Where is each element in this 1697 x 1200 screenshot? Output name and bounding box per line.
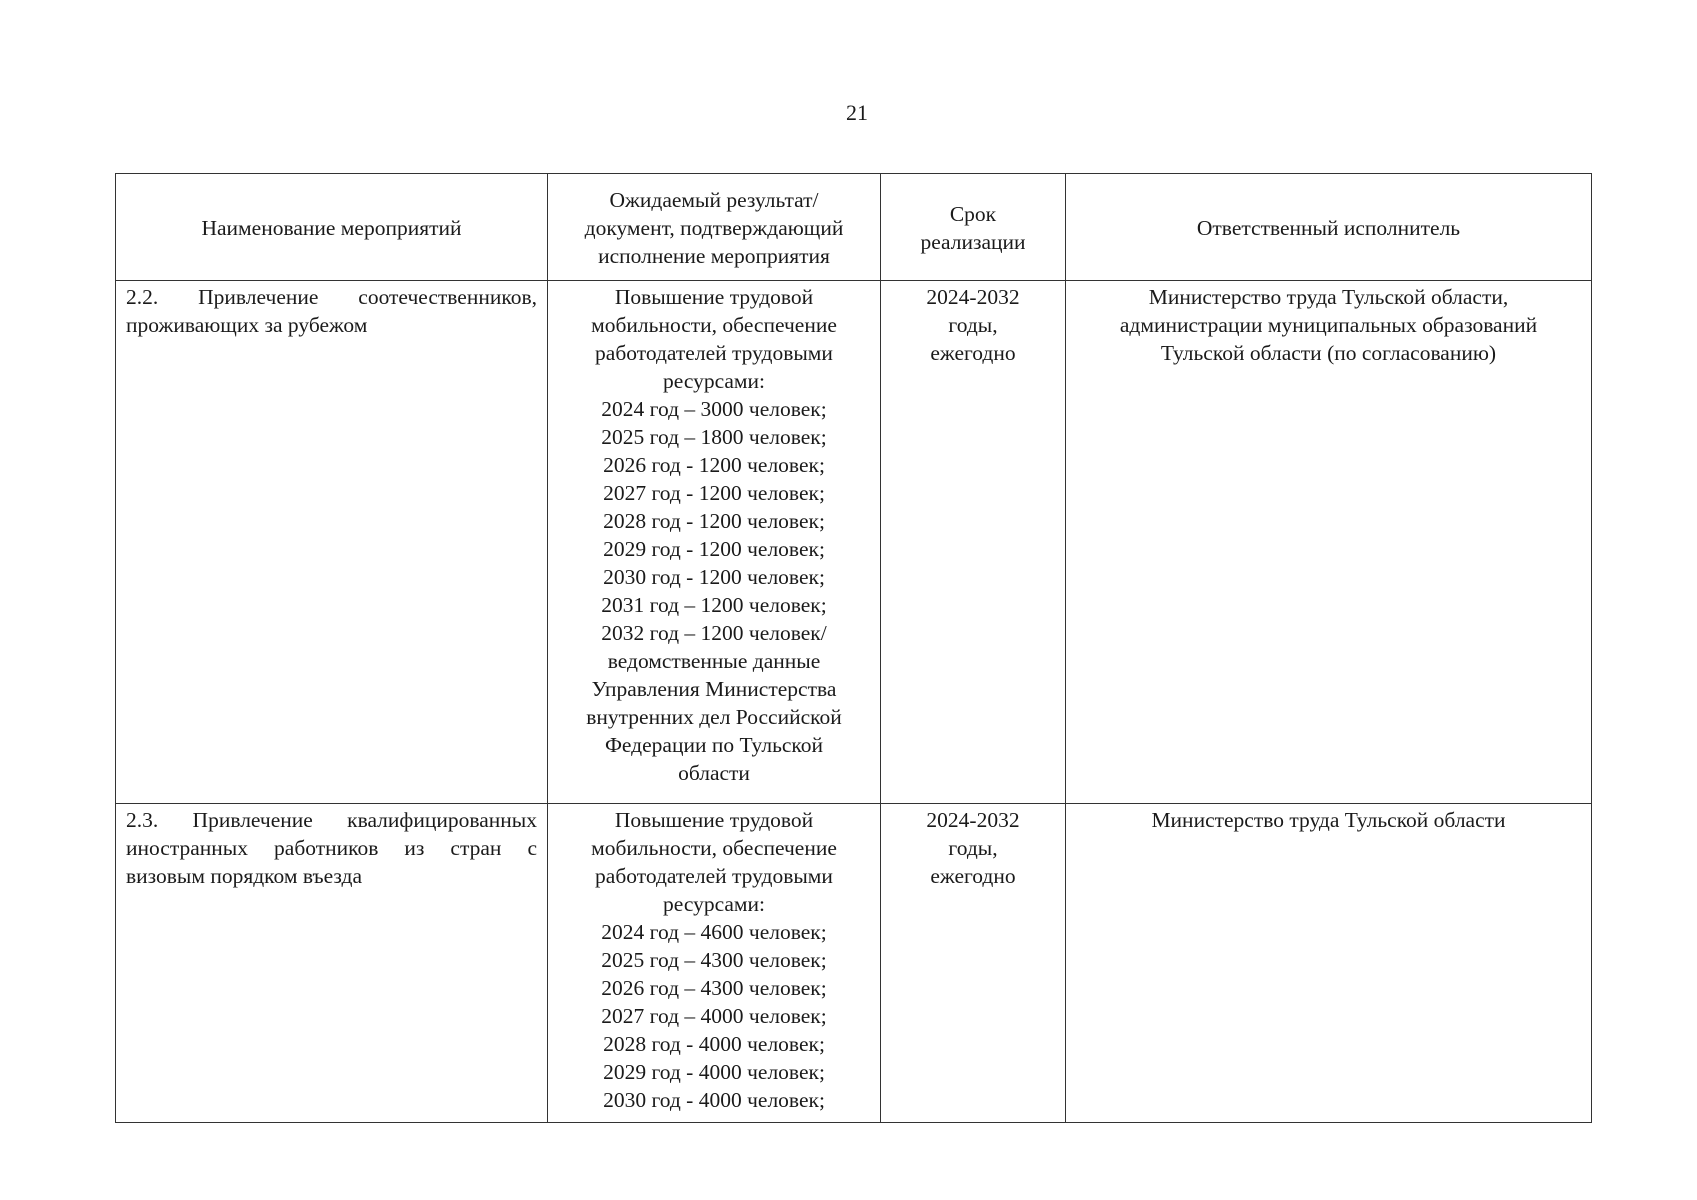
cell-line: Повышение трудовой: [614, 808, 814, 832]
activity-name: 2.2. Привлечение соотечественников, проживающих за рубежом: [116, 281, 548, 804]
cell-line: работодателей трудовыми: [595, 341, 833, 365]
executor: [1066, 804, 1592, 1123]
cell-line: Федерации по Тульской: [604, 733, 824, 757]
cell-line: 2027 год - 1200 человек;: [603, 481, 825, 505]
cell-line: 2032 год – 1200 человек/: [601, 621, 827, 645]
cell-line: работодателей трудовыми: [595, 864, 833, 888]
cell-line: Министерство труда Тульской области: [1151, 808, 1506, 832]
cell-line: 2024-2032: [926, 285, 1020, 309]
cell-line: 2026 год - 1200 человек;: [603, 453, 825, 477]
table-header-row: [116, 174, 1592, 281]
cell-line: мобильности, обеспечение: [591, 313, 837, 337]
cell-line: ежегодно: [930, 864, 1016, 888]
cell-line: 2028 год - 1200 человек;: [603, 509, 825, 533]
term: [881, 281, 1066, 804]
cell-line: Управления Министерства: [591, 677, 837, 701]
cell-line: ресурсами:: [662, 369, 766, 393]
header-expected-result: Ожидаемый результат/ документ, подтверждающий исполнение мероприятия: [548, 174, 881, 281]
page-number: 21: [846, 100, 868, 125]
header-executor: Ответственный исполнитель: [1066, 174, 1592, 281]
cell-line: 2029 год - 1200 человек;: [603, 537, 825, 561]
table-row: [116, 804, 1592, 1123]
cell-line: 2030 год - 4000 человек;: [603, 1088, 825, 1112]
cell-line: 2031 год – 1200 человек;: [601, 593, 827, 617]
cell-line: Тульской области (по согласованию): [1160, 341, 1497, 365]
cell-line: внутренних дел Российской: [586, 705, 842, 729]
cell-line: ведомственные данные: [607, 649, 821, 673]
cell-line: Министерство труда Тульской области,: [1148, 285, 1509, 309]
cell-line: 2024 год – 3000 человек;: [601, 397, 827, 421]
cell-line: администрации муниципальных образований: [1119, 313, 1538, 337]
cell-line: годы,: [948, 836, 998, 860]
expected-result: [548, 804, 881, 1123]
cell-line: 2029 год - 4000 человек;: [603, 1060, 825, 1084]
cell-line: области: [678, 761, 750, 785]
cell-line: 2024-2032: [926, 808, 1020, 832]
cell-line: 2028 год - 4000 человек;: [603, 1032, 825, 1056]
cell-line: ресурсами:: [662, 892, 766, 916]
cell-line: ежегодно: [930, 341, 1016, 365]
cell-line: 2026 год – 4300 человек;: [601, 976, 827, 1000]
cell-line: 2025 год – 1800 человек;: [601, 425, 827, 449]
header-activity-name: Наименование мероприятий: [116, 174, 548, 281]
cell-line: годы,: [948, 313, 998, 337]
table-row: [116, 281, 1592, 804]
header-term: Срок реализации: [881, 174, 1066, 281]
cell-line: мобильности, обеспечение: [591, 836, 837, 860]
cell-line: Повышение трудовой: [614, 285, 814, 309]
expected-result: [548, 281, 881, 804]
cell-line: 2027 год – 4000 человек;: [601, 1004, 827, 1028]
cell-line: 2025 год – 4300 человек;: [601, 948, 827, 972]
activities-table: [115, 173, 1592, 1123]
term: [881, 804, 1066, 1123]
cell-line: 2024 год – 4600 человек;: [601, 920, 827, 944]
cell-line: 2030 год - 1200 человек;: [603, 565, 825, 589]
activity-name: 2.3. Привлечение квалифицированных иностранных работников из стран с визовым порядком въезда: [116, 804, 548, 1123]
executor: [1066, 281, 1592, 804]
